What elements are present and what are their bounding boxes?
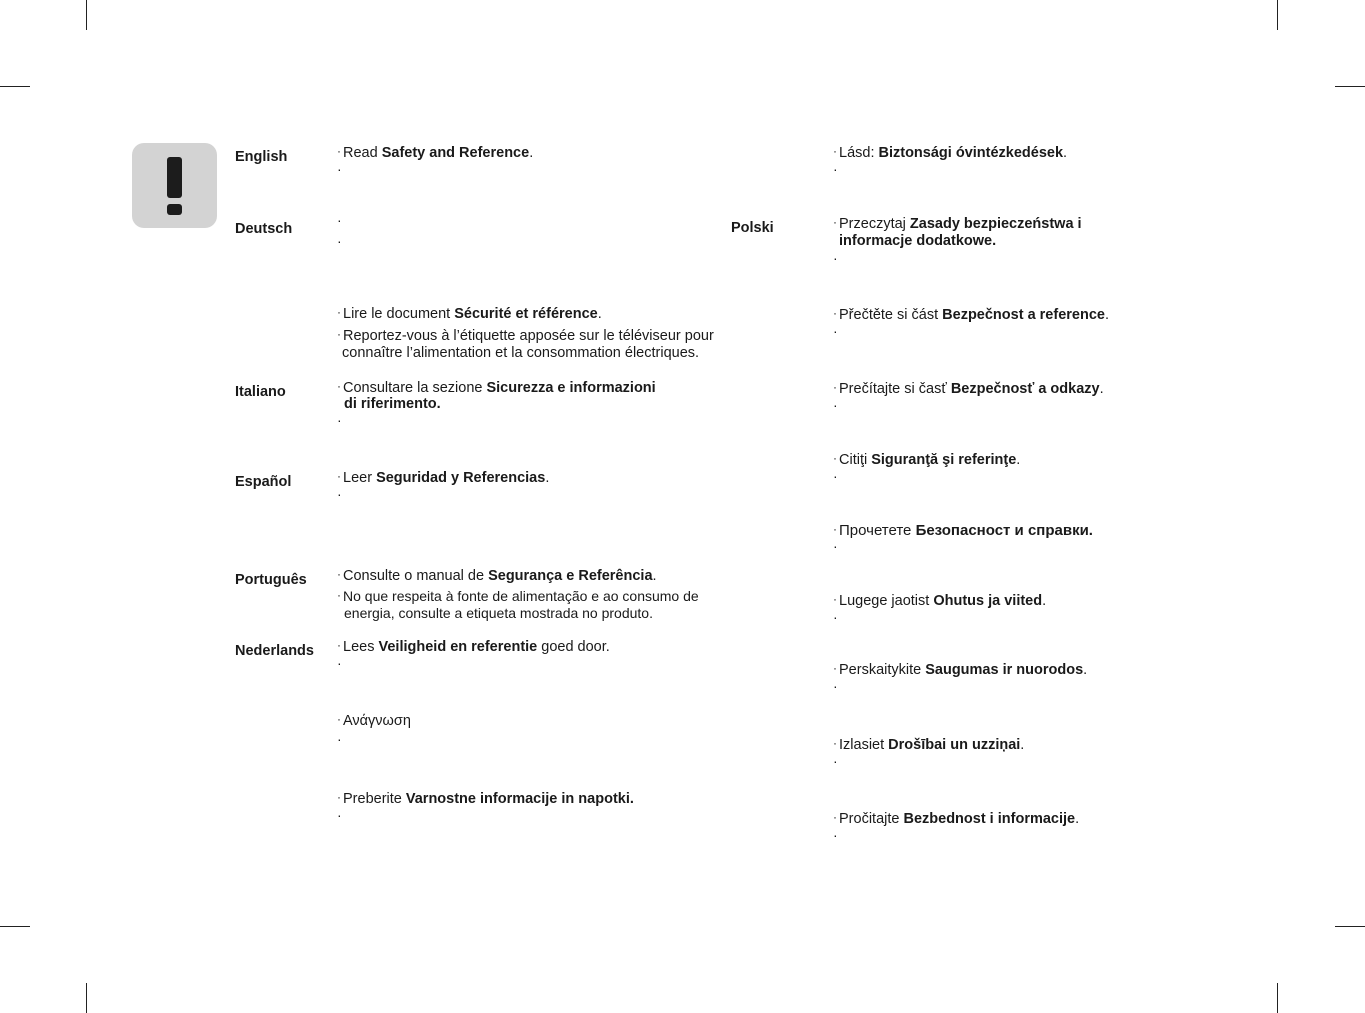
- instruction-english: · Read Safety and Reference.: [337, 144, 534, 161]
- empty-bullet: ·: [337, 486, 342, 502]
- lang-label-nederlands: Nederlands: [235, 643, 314, 659]
- empty-bullet: ·: [833, 753, 838, 769]
- crop-mark: [0, 926, 30, 927]
- empty-bullet: ·: [833, 250, 838, 266]
- instruction-serbian: · Pročitajte Bezbednost i informacije.: [833, 810, 1080, 827]
- instruction-slovenian: · Preberite Varnostne informacije in napotki.: [337, 790, 634, 807]
- lang-label-portugues: Português: [235, 572, 307, 588]
- instruction-polish-cont: informacje dodatkowe.: [839, 233, 997, 249]
- instruction-hungarian: · Lásd: Biztonsági óvintézkedések.: [833, 144, 1068, 161]
- instruction-lithuanian: · Perskaitykite Saugumas ir nuorodos.: [833, 661, 1088, 678]
- crop-mark: [1277, 0, 1278, 30]
- instruction-estonian: · Lugege jaotist Ohutus ja viited.: [833, 592, 1047, 609]
- crop-mark: [0, 86, 30, 87]
- lang-label-english: English: [235, 149, 288, 165]
- lang-label-espanol: Español: [235, 474, 292, 490]
- lang-label-italiano: Italiano: [235, 384, 286, 400]
- empty-bullet: ·: [337, 731, 342, 747]
- lang-label-polski: Polski: [731, 220, 774, 236]
- empty-bullet: ·: [833, 397, 838, 413]
- instruction-polish: · Przeczytaj Zasady bezpieczeństwa i: [833, 215, 1082, 232]
- instruction-french-2: · Reportez-vous à l’étiquette apposée sur le téléviseur pour: [337, 327, 714, 344]
- lang-label-deutsch: Deutsch: [235, 221, 293, 237]
- exclamation-dot: [167, 204, 182, 215]
- empty-bullet: ·: [833, 323, 838, 339]
- instruction-slovak: · Prečítajte si časť Bezpečnosť a odkazy.: [833, 380, 1104, 397]
- instruction-italian: · Consultare la sezione Sicurezza e informazioni: [337, 379, 656, 396]
- crop-mark: [1277, 983, 1278, 1013]
- instruction-portuguese-1: · Consulte o manual de Segurança e Referência.: [337, 567, 657, 584]
- instruction-french-1: · Lire le document Sécurité et référence.: [337, 305, 602, 322]
- instruction-french-2-cont: connaître l’alimentation et la consommation électriques.: [342, 345, 700, 361]
- empty-bullet: ·: [833, 538, 838, 554]
- instruction-spanish: · Leer Seguridad y Referencias.: [337, 469, 550, 486]
- empty-bullet: ·: [833, 609, 838, 625]
- empty-bullet: ·: [337, 655, 342, 671]
- crop-mark: [86, 0, 87, 30]
- instruction-greek: · Ανάγνωση: [337, 712, 411, 729]
- exclamation-bar: [167, 157, 182, 198]
- empty-bullet: ·: [337, 233, 342, 249]
- empty-bullet: ·: [833, 678, 838, 694]
- crop-mark: [1335, 86, 1365, 87]
- empty-bullet: ·: [337, 807, 342, 823]
- instruction-bulgarian: · Прочетете Безопасност и справки.: [833, 522, 1093, 539]
- crop-mark: [1335, 926, 1365, 927]
- crop-mark: [86, 983, 87, 1013]
- exclamation-icon: [132, 143, 217, 228]
- empty-bullet: ·: [337, 412, 342, 428]
- empty-bullet: ·: [337, 212, 342, 228]
- empty-bullet: ·: [833, 827, 838, 843]
- instruction-czech: · Přečtěte si část Bezpečnost a reference.: [833, 306, 1109, 323]
- instruction-dutch: · Lees Veiligheid en referentie goed door.: [337, 638, 610, 655]
- instruction-portuguese-2-cont: energia, consulte a etiqueta mostrada no produto.: [344, 605, 653, 621]
- empty-bullet: ·: [337, 161, 342, 177]
- empty-bullet: ·: [833, 468, 838, 484]
- empty-bullet: ·: [833, 161, 838, 177]
- instruction-romanian: · Citiţi Siguranţă şi referinţe.: [833, 451, 1021, 468]
- instruction-italian-cont: di riferimento.: [344, 396, 441, 412]
- instruction-portuguese-2: · No que respeita à fonte de alimentação e ao consumo de: [337, 588, 699, 604]
- instruction-latvian: · Izlasiet Drošībai un uzziņai.: [833, 736, 1025, 753]
